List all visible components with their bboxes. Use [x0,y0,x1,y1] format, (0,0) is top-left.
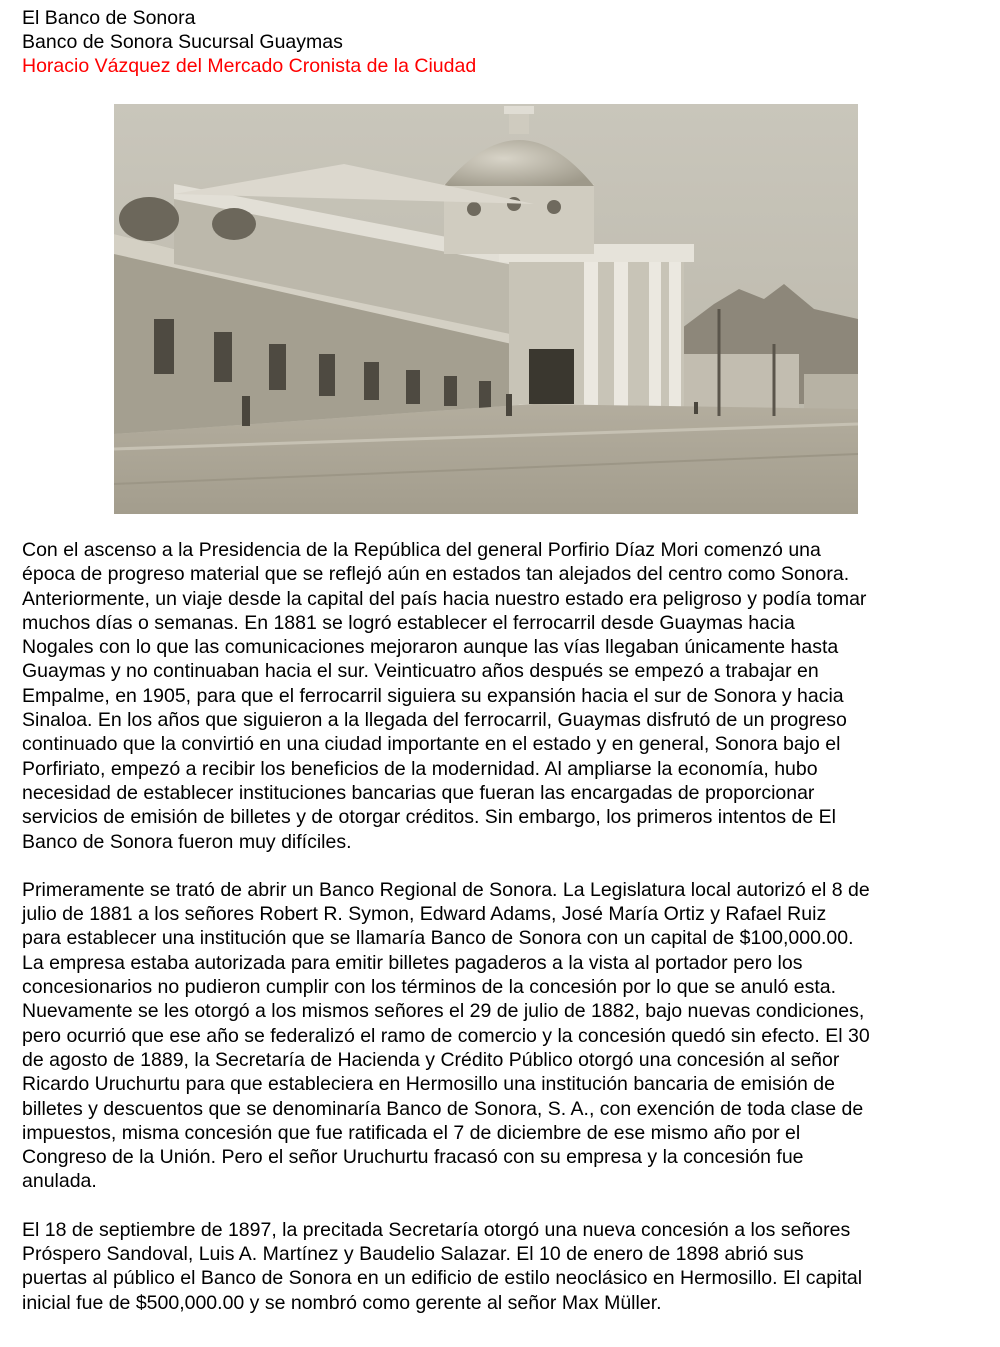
document-header [22,6,476,78]
paragraph: Con el ascenso a la Presidencia de la República del general Porfirio Díaz Mori comenzó una época de progreso material que se reflejó aún en estados tan alejados del centro como Sonora. Anteriormente, un viaje desde la capital del país hacia nuestro estado era peligroso y podía tomar muchos días o semanas. En 1881 se logró establecer el ferrocarril desde Guaymas hacia Nogales con lo que las comunicaciones mejoraron aunque las vías llegaban únicamente hasta Guaymas y no continuaban hacia el sur. Veinticuatro años después se empezó a trabajar en Empalme, en 1905, para que el ferrocarril siguiera su expansión hacia el sur de Sonora y hacia Sinaloa. En los años que siguieron a la llegada del ferrocarril, Guaymas disfrutó de un progreso continuado que la convirtió en una ciudad importante en el estado y en general, Sonora bajo el Porfiriato, empezó a recibir los beneficios de la modernidad. Al ampliarse la economía, hubo necesidad de establecer instituciones bancarias que fueran las encargadas de proporcionar servicios de emisión de billetes y de otorgar créditos. Sin embargo, los primeros intentos de El Banco de Sonora fueron muy difíciles. [22,539,867,853]
bank-building-illustration [114,104,858,514]
historic-bank-photo [114,104,858,514]
paragraph: Primeramente se trató de abrir un Banco Regional de Sonora. La Legislatura local autorizó el 8 de julio de 1881 a los señores Robert R. Symon, Edward Adams, José María Ortiz y Rafael Ruiz para establecer una institución que se llamaría Banco de Sonora con un capital de $100,000.00. La empresa estaba autorizada para emitir billetes pagaderos a la vista al portador pero los concesionarios no pudieron cumplir con los términos de la concesión por lo que se anuló esta. Nuevamente se les otorgó a los mismos señores el 29 de julio de 1882, bajo nuevas condiciones, pero ocurrió que ese año se federalizó el ramo de comercio y la concesión quedó sin efecto. El 30 de agosto de 1889, la Secretaría de Hacienda y Crédito Público otorgó una concesión al señor Ricardo Uruchurtu para que estableciera en Hermosillo una institución bancaria de emisión de billetes y descuentos que se denominaría Banco de Sonora, S. A., con exención de toda clase de impuestos, misma concesión que fue ratificada el 7 de diciembre de ese mismo año por el Congreso de la Unión. Pero el señor Uruchurtu fracasó con su empresa y la concesión fue anulada. [22,878,870,1193]
subtitle-line: Banco de Sonora Sucursal Guaymas [22,31,343,53]
article-body [22,538,962,1339]
title-line: El Banco de Sonora [22,7,196,29]
paragraph: El 18 de septiembre de 1897, la precitada Secretaría otorgó una nueva concesión a los señores Próspero Sandoval, Luis A. Martínez y Baudelio Salazar. El 10 de enero de 1898 abrió sus puertas al público el Banco de Sonora en un edificio de estilo neoclásico en Hermosillo. El capital inicial fue de $500,000.00 y se nombró como gerente al señor Max Müller. [22,1218,863,1314]
author-line: Horacio Vázquez del Mercado Cronista de la Ciudad [22,55,477,77]
